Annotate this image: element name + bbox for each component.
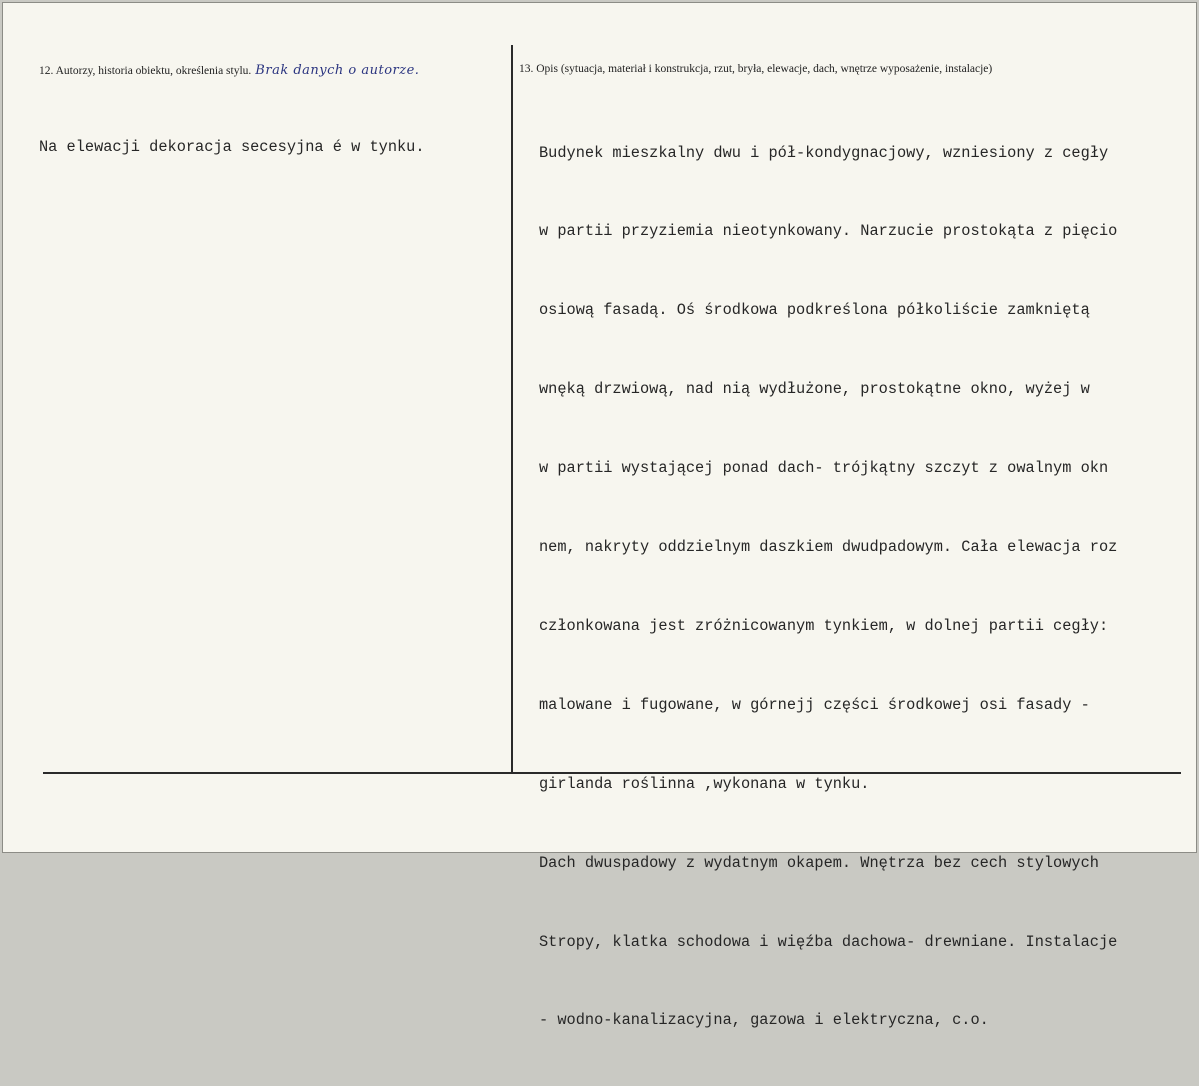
section-13-line: w partii przyziemia nieotynkowany. Narzucie prostokąta z pięcio — [539, 222, 1118, 241]
section-13-line: nem, nakryty oddzielnym daszkiem dwudpadowym. Cała elewacja roz — [539, 538, 1118, 557]
section-13-line: - wodno-kanalizacyjna, gazowa i elektryczna, c.o. — [539, 1011, 989, 1030]
section-13-line: Dach dwuspadowy z wydatnym okapem. Wnętrza bez cech stylowych — [539, 853, 1099, 872]
section-13-line: osiową fasadą. Oś środkowa podkreślona półkoliście zamkniętą — [539, 301, 1090, 320]
section-12-handwritten-note: Brak danych o autorze. — [255, 63, 420, 78]
record-card — [2, 2, 1197, 1030]
section-13-line: wnęką drzwiową, nad nią wydłużone, prostokątne okno, wyżej w — [539, 380, 1090, 399]
section-13-line: Budynek mieszkalny dwu i pół-kondygnacjowy, wzniesiony z cegły — [539, 143, 1109, 162]
section-13-label: 13. Opis (sytuacja, materiał i konstrukcja, rzut, bryła, elewacje, dach, wnętrze wyposażenie, instalacje) — [519, 63, 993, 75]
section-12-line: Na elewacji dekoracja secesyjna é w tynku. — [39, 137, 425, 156]
section-13-line: członkowana jest zróżnicowanym tynkiem, w dolnej partii cegły: — [539, 616, 1109, 635]
section-13-line: Stropy, klatka schodowa i więźba dachowa- drewniane. Instalacje — [539, 932, 1118, 951]
section-13-typed-text — [539, 87, 1117, 1086]
section-13-line: girlanda roślinna ,wykonana w tynku. — [539, 774, 870, 793]
section-12-typed-text — [39, 81, 425, 212]
section-12-label — [39, 63, 419, 78]
section-13-line: malowane i fugowane, w górnejj części środkowej osi fasady - — [539, 695, 1090, 714]
column-divider — [511, 45, 513, 773]
section-12-label-text: 12. Autorzy, historia obiektu, określenia stylu. — [39, 65, 252, 77]
section-13-line: w partii wystającej ponad dach- trójkątny szczyt z owalnym okn — [539, 459, 1109, 478]
